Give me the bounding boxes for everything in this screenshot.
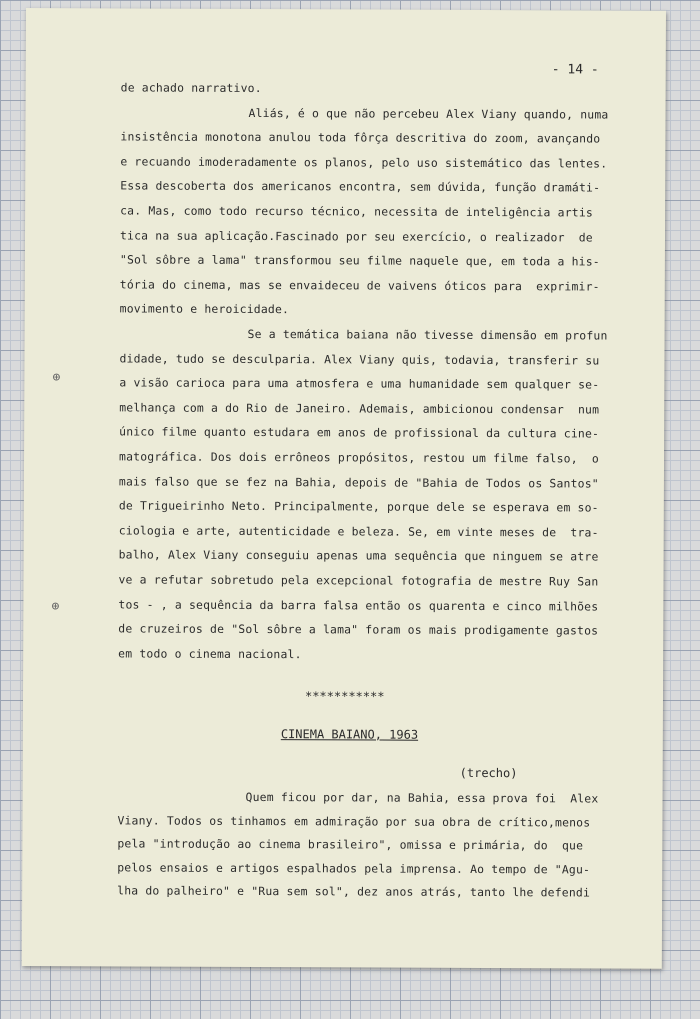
text-line: a visão carioca para uma atmosfera e uma humanidade sem qualquer se- [119,375,600,392]
text-line: pela "introdução ao cinema brasileiro", omissa e primária, do que [117,836,584,853]
text-line: insistência monotona anulou toda fôrça descritiva do zoom, avançando [120,129,601,146]
text-line: Viany. Todos os tinhamos em admiração por sua obra de crítico,menos [117,812,591,829]
text-line: em todo o cinema nacional. [118,646,302,662]
text-line: tos - , a sequência da barra falsa então os quarenta e cinco milhões [118,597,599,614]
text-line: "Sol sôbre a lama" transformou seu filme naquele que, em toda a his- [119,252,600,269]
subtitle: (trecho) [459,765,518,781]
text-line: mais falso que se fez na Bahia, depois de "Bahia de Todos os Santos" [118,474,599,491]
text-line: de cruzeiros de "Sol sôbre a lama" foram os mais prodigamente gastos [118,621,599,638]
typewritten-page [22,8,666,969]
text-line: de Trigueirinho Neto. Principalmente, porque dele se esperava em so- [118,498,599,515]
text-line: matográfica. Dos dois errôneos propósitos, restou um filme falso, o [119,449,600,466]
text-line: único filme quanto estudara em anos de profissional da cultura cine- [119,424,600,441]
page-number: - 14 - [551,62,599,78]
text-line: tica na sua aplicação.Fascinado por seu exercício, o realizador de [119,228,593,245]
text-line: ciologia e arte, autenticidade e beleza. Se, em vinte meses de tra- [118,523,599,540]
text-line: Se a temática baiana não tivesse dimensão em profun [247,326,608,343]
text-line: ve a refutar sobretudo pela excepcional fotografia de mestre Ruy San [118,572,599,589]
text-line: ca. Mas, como todo recurso técnico, necessita de inteligência artis [120,203,594,220]
text-line: e recuando imoderadamente os planos, pelo uso sistemático das lentes. [120,154,608,171]
text-line: movimento e heroicidade. [119,301,290,317]
text-line: pelos ensaios e artigos espalhados pela imprensa. Ao tempo de "Agu- [117,859,591,876]
separator: *********** [304,689,385,704]
punch-hole-mark-icon: ⊕ [51,599,60,615]
section-title: CINEMA BAIANO, 1963 [280,727,419,742]
text-line: Essa descoberta dos americanos encontra, sem dúvida, função dramáti- [120,178,601,195]
text-line: didade, tudo se desculparia. Alex Viany quis, todavia, transferir su [119,351,600,368]
text-line: lha do palheiro" e "Rua sem sol", dez anos atrás, tanto lhe defendi [117,883,591,900]
text-line: Aliás, é o que não percebeu Alex Viany quando, numa [248,105,609,122]
text-line: melhança com a do Rio de Janeiro. Ademais, ambicionou condensar num [119,400,600,417]
text-line: tória do cinema, mas se envaideceu de vaivens óticos para exprimir- [119,277,600,294]
text-line: balho, Alex Viany conseguiu apenas uma sequência que ninguem se atre [118,547,599,564]
punch-hole-mark-icon: ⊕ [52,370,61,386]
text-line: Quem ficou por dar, na Bahia, essa prova foi Alex [245,789,599,806]
text-line: de achado narrativo. [120,80,262,96]
